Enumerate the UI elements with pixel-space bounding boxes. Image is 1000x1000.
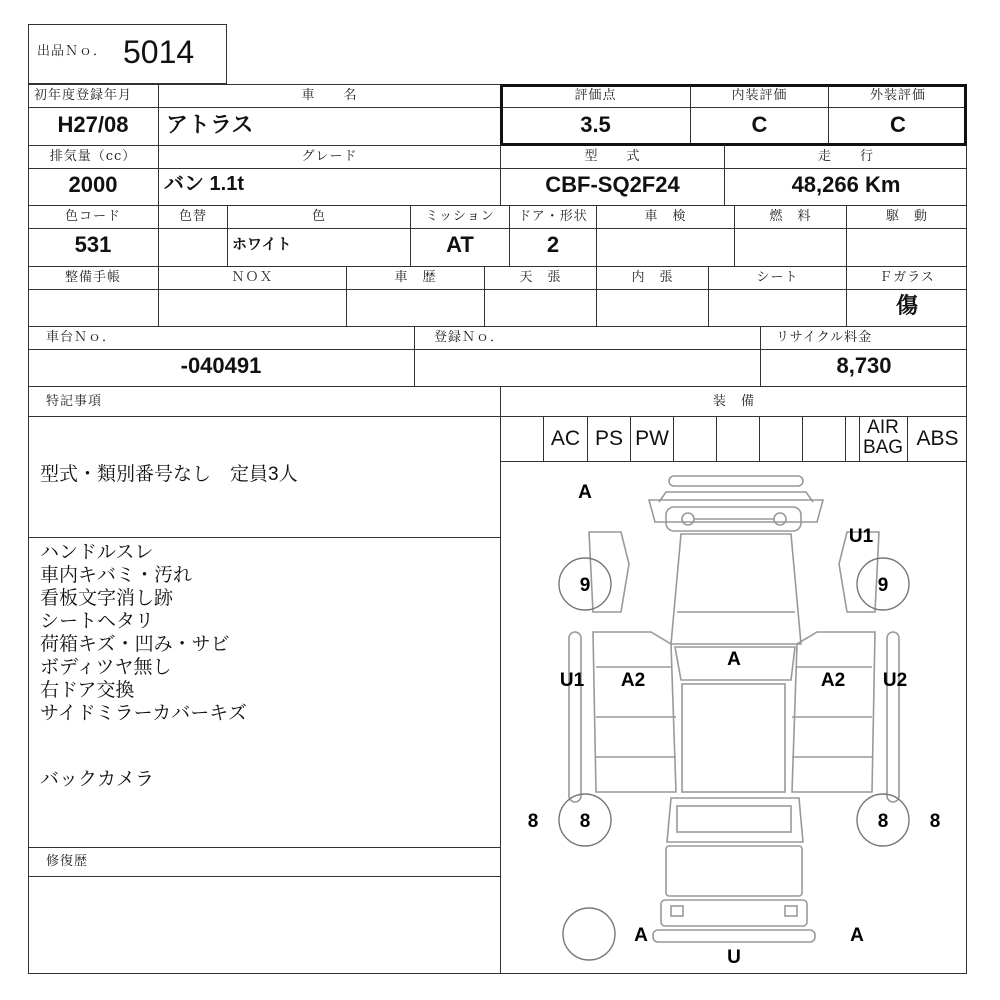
label-drive: 駆 動 xyxy=(885,209,928,224)
label-reg-no: 登録Ｎｏ． xyxy=(434,330,505,345)
label-doors: ドア・形状 xyxy=(518,209,588,224)
value-grade: バン 1.1t xyxy=(164,173,245,195)
equip-ps: PS xyxy=(594,427,623,450)
tire-rl: 8 xyxy=(579,811,591,832)
dmg-right-door: U2 xyxy=(882,670,908,691)
tire-fr: 9 xyxy=(877,575,889,596)
notes-extra: バックカメラ xyxy=(40,769,155,790)
label-displacement: 排気量（cc） xyxy=(49,149,137,164)
value-car-name: アトラス xyxy=(166,112,254,137)
label-f-glass: Ｆガラス xyxy=(879,270,935,285)
equip-airbag: AIR BAG xyxy=(862,417,904,458)
note-item: ハンドルスレ xyxy=(40,542,154,563)
note-item: ボディツヤ無し xyxy=(40,657,172,678)
dmg-left-door: U1 xyxy=(559,670,585,691)
value-displacement: 2000 xyxy=(68,172,118,197)
value-mileage: 48,266 Km xyxy=(791,172,901,197)
tire-fl: 9 xyxy=(579,575,591,596)
lot-number-label: 出品Ｎｏ． xyxy=(37,44,108,59)
lot-number: 5014 xyxy=(123,34,195,70)
value-model: CBF-SQ2F24 xyxy=(545,172,680,197)
label-mileage: 走 行 xyxy=(817,149,874,164)
dmg-rear-left: A xyxy=(634,925,648,946)
note-item: 右ドア交換 xyxy=(40,680,135,701)
tire-rr: 8 xyxy=(877,811,889,832)
note-item: 荷箱キズ・凹み・サビ xyxy=(40,634,230,655)
notes-main: 型式・類別番号なし 定員3人 xyxy=(40,464,298,485)
value-exterior: C xyxy=(890,112,906,137)
label-recycle: リサイクル料金 xyxy=(776,330,873,345)
label-color-change: 色替 xyxy=(178,209,207,224)
label-exterior: 外装評価 xyxy=(869,88,926,103)
label-chassis: 車台Ｎｏ． xyxy=(46,330,117,345)
label-color-code: 色コード xyxy=(64,209,121,224)
label-fuel: 燃 料 xyxy=(769,209,812,224)
dmg-left-panel: A2 xyxy=(620,670,646,691)
lot-number-box xyxy=(28,24,227,84)
value-color: ホワイト xyxy=(232,236,292,253)
dmg-windshield: A xyxy=(727,649,741,670)
label-nox: ＮＯＸ xyxy=(231,270,274,285)
label-inspection: 車 検 xyxy=(644,209,687,224)
equip-abs: ABS xyxy=(916,427,959,450)
note-item: 車内キバミ・汚れ xyxy=(40,565,193,586)
label-repair: 修復歴 xyxy=(46,854,89,869)
value-color-code: 531 xyxy=(74,232,112,257)
car-diagram xyxy=(501,462,966,973)
dmg-rear-right: A xyxy=(850,925,864,946)
label-equipment: 装 備 xyxy=(712,394,755,409)
note-item: 看板文字消し跡 xyxy=(40,588,174,609)
value-mission: AT xyxy=(446,232,474,257)
label-score: 評価点 xyxy=(574,88,617,103)
label-interior: 内装評価 xyxy=(731,88,788,103)
dmg-front: A xyxy=(578,482,592,503)
dmg-front-right: U1 xyxy=(848,526,874,547)
note-item: サイドミラーカバーキズ xyxy=(40,703,247,724)
equip-pw: PW xyxy=(635,427,669,450)
dmg-rear-left-outer: 8 xyxy=(527,811,539,832)
value-recycle: 8,730 xyxy=(836,353,892,378)
label-grade: グレード xyxy=(301,149,358,164)
label-model: 型 式 xyxy=(584,149,641,164)
dmg-right-panel: A2 xyxy=(820,670,846,691)
label-color: 色 xyxy=(311,209,326,224)
label-interior-trim: 内 張 xyxy=(631,270,674,285)
note-item: シートヘタリ xyxy=(40,611,155,632)
value-score: 3.5 xyxy=(580,112,611,137)
value-first-reg: H27/08 xyxy=(57,112,129,137)
label-notes: 特記事項 xyxy=(46,394,103,409)
value-interior: C xyxy=(751,112,768,137)
notes-list xyxy=(40,541,247,725)
label-history: 車 歴 xyxy=(394,270,437,285)
equip-ac: AC xyxy=(550,427,581,450)
label-maint: 整備手帳 xyxy=(64,270,121,285)
label-car-name: 車 名 xyxy=(301,88,358,103)
label-mission: ミッション xyxy=(425,209,495,224)
value-chassis: -040491 xyxy=(180,353,262,378)
label-roof: 天 張 xyxy=(519,270,562,285)
value-f-glass: 傷 xyxy=(895,293,918,318)
dmg-rear-right-outer: 8 xyxy=(929,811,941,832)
label-first-reg: 初年度登録年月 xyxy=(34,88,133,103)
dmg-rear: U xyxy=(727,947,741,968)
label-seat: シート xyxy=(756,270,799,285)
value-doors: 2 xyxy=(546,232,560,257)
